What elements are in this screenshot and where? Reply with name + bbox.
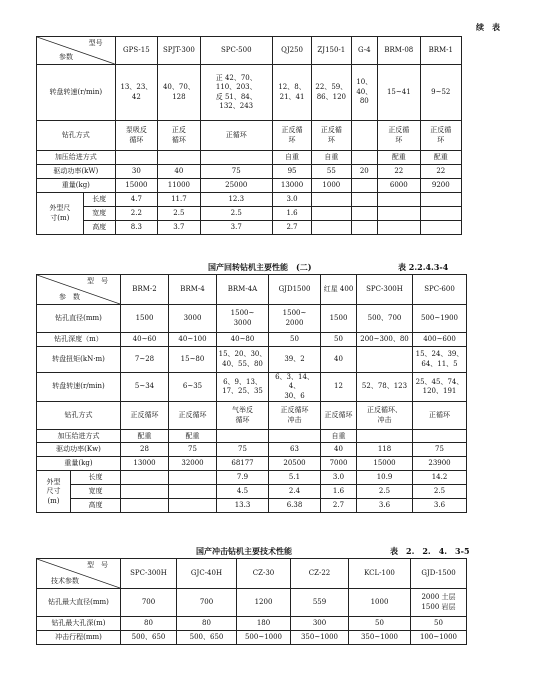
table-row <box>37 485 467 499</box>
cell: 52、78、123 <box>357 373 413 402</box>
table-row <box>37 559 467 589</box>
row-label: 外型尺 寸(m) <box>37 193 84 235</box>
cell: 68177 <box>217 457 269 471</box>
cell: 2.4 <box>269 485 321 499</box>
cell: 11000 <box>158 179 201 193</box>
cell: 2.5 <box>200 207 272 221</box>
cell: 55 <box>312 165 351 179</box>
cell: 正反循环 <box>121 402 169 430</box>
cell: 40~60 <box>121 333 169 347</box>
header-cell: 型 号 技术参数 <box>37 559 121 589</box>
table-row <box>37 275 467 305</box>
model-header: BRM-1 <box>420 37 461 65</box>
cell: 1500~ 2000 <box>269 305 321 333</box>
table-1 <box>36 36 462 235</box>
cell: 40 <box>321 443 357 457</box>
row-label: 外型 尺寸 (m) <box>37 471 71 513</box>
cell: 12 <box>321 373 357 402</box>
cell: 22、59、 86、120 <box>312 65 351 121</box>
cell: 1000 <box>349 589 411 617</box>
cell: 500、700 <box>357 305 413 333</box>
table-row <box>37 499 467 513</box>
model-header: KCL-100 <box>349 559 411 589</box>
row-label: 宽度 <box>71 485 121 499</box>
row-label: 加压给进方式 <box>37 430 121 443</box>
cell: 500~1000 <box>237 631 291 645</box>
table-row <box>37 179 462 193</box>
cell: 正反循环 冲击 <box>269 402 321 430</box>
cell: 40~100 <box>169 333 217 347</box>
model-header: 红星 400 <box>321 275 357 305</box>
table-3 <box>36 558 467 645</box>
table-row <box>37 617 467 631</box>
cell <box>351 207 378 221</box>
cell: 39、2 <box>269 347 321 373</box>
cell: 自重 <box>312 151 351 165</box>
cell: 40 <box>321 347 357 373</box>
cell <box>420 193 461 207</box>
cell <box>115 151 158 165</box>
cell: 9~52 <box>420 65 461 121</box>
cell <box>420 221 461 235</box>
model-header: QJ250 <box>272 37 311 65</box>
cell: 180 <box>237 617 291 631</box>
table-row <box>37 402 467 430</box>
cell: 22 <box>378 165 421 179</box>
cell: 正反循环 <box>321 402 357 430</box>
cell <box>158 151 201 165</box>
cell <box>378 221 421 235</box>
cell: 100~1000 <box>411 631 467 645</box>
model-header: ZJ150-1 <box>312 37 351 65</box>
cell: 20500 <box>269 457 321 471</box>
model-header: BRM-4 <box>169 275 217 305</box>
cell: 13.3 <box>217 499 269 513</box>
cell: 6、3、14、4、 30、6 <box>269 373 321 402</box>
cell: 6~35 <box>169 373 217 402</box>
cell: 2.5 <box>357 485 413 499</box>
table-row <box>37 193 462 207</box>
cell: 80 <box>177 617 237 631</box>
cell: 15~41 <box>378 65 421 121</box>
row-label: 驱动功率(Kw) <box>37 443 121 457</box>
cell <box>121 485 169 499</box>
cell: 2.5 <box>413 485 467 499</box>
cell <box>351 193 378 207</box>
cell: 500、650 <box>177 631 237 645</box>
table-row <box>37 165 462 179</box>
cell: 自重 <box>272 151 311 165</box>
cell: 95 <box>272 165 311 179</box>
row-label: 转盘扭矩(kN·m) <box>37 347 121 373</box>
cell: 12.3 <box>200 193 272 207</box>
cell: 15、20、30、 40、55、80 <box>217 347 269 373</box>
cell: 300 <box>291 617 349 631</box>
row-label: 高度 <box>71 499 121 513</box>
cell: 配重 <box>121 430 169 443</box>
cell <box>269 430 321 443</box>
cell <box>312 221 351 235</box>
cell: 22 <box>420 165 461 179</box>
cell <box>351 221 378 235</box>
cell: 4.5 <box>217 485 269 499</box>
cell: 50 <box>411 617 467 631</box>
cell: 13000 <box>272 179 311 193</box>
table-row <box>37 457 467 471</box>
cell: 正循环 <box>200 121 272 151</box>
cell: 500~1900 <box>413 305 467 333</box>
cell: 10、 40、80 <box>351 65 378 121</box>
table-2 <box>36 274 467 513</box>
cell: 23900 <box>413 457 467 471</box>
cell: 25、45、74、 120、191 <box>413 373 467 402</box>
cell: 正反循 环 <box>312 121 351 151</box>
row-label: 钻孔直径(mm) <box>37 305 121 333</box>
cell: 正循环 <box>413 402 467 430</box>
cell: 3.0 <box>321 471 357 485</box>
cell <box>378 207 421 221</box>
cell: 1000 <box>312 179 351 193</box>
cell: 正 42、70、 110、203、 反 51、84、 132、243 <box>200 65 272 121</box>
cell: 200~300、80 <box>357 333 413 347</box>
cell: 118 <box>357 443 413 457</box>
cell: 4.7 <box>115 193 158 207</box>
model-header: BRM-2 <box>121 275 169 305</box>
row-label: 钻孔方式 <box>37 121 116 151</box>
cell: 10.9 <box>357 471 413 485</box>
row-label: 钻孔最大孔深(m) <box>37 617 121 631</box>
cell: 40~80 <box>217 333 269 347</box>
table-row <box>37 631 467 645</box>
row-label: 重量(kg) <box>37 457 121 471</box>
cell: 75 <box>169 443 217 457</box>
cell: 700 <box>121 589 177 617</box>
cell: 75 <box>200 165 272 179</box>
cell: 正反 循环 <box>158 121 201 151</box>
cell: 25000 <box>200 179 272 193</box>
row-label: 重量(kg) <box>37 179 116 193</box>
model-header: GPS-15 <box>115 37 158 65</box>
model-header: SPJT-300 <box>158 37 201 65</box>
cell: 2000 土层 1500 岩层 <box>411 589 467 617</box>
table-row <box>37 121 462 151</box>
cell: 1500 <box>321 305 357 333</box>
row-label: 钻孔方式 <box>37 402 121 430</box>
cell: 7.9 <box>217 471 269 485</box>
cell: 11.7 <box>158 193 201 207</box>
cell: 7000 <box>321 457 357 471</box>
cell <box>351 121 378 151</box>
model-header: GJC-40H <box>177 559 237 589</box>
cell: 50 <box>349 617 411 631</box>
model-header: SPC-500 <box>200 37 272 65</box>
cell: 63 <box>269 443 321 457</box>
cell: 32000 <box>169 457 217 471</box>
cell: 气举反 循环 <box>217 402 269 430</box>
cell: 20 <box>351 165 378 179</box>
cell: 350~1000 <box>349 631 411 645</box>
cell: 50 <box>269 333 321 347</box>
model-header: GJD1500 <box>269 275 321 305</box>
cell: 500、650 <box>121 631 177 645</box>
cell: 15000 <box>115 179 158 193</box>
table-3-number: 表 2. 2. 4. 3-5 <box>390 546 470 556</box>
cell: 1500~ 3000 <box>217 305 269 333</box>
cell: 配重 <box>378 151 421 165</box>
row-label: 钻孔深度（m） <box>37 333 121 347</box>
continued-label: 续 表 <box>476 22 500 32</box>
model-header: GJD-1500 <box>411 559 467 589</box>
cell: 40 <box>158 165 201 179</box>
cell <box>378 193 421 207</box>
cell <box>217 430 269 443</box>
cell: 400~600 <box>413 333 467 347</box>
model-header: BRM-08 <box>378 37 421 65</box>
cell <box>121 471 169 485</box>
cell: 1.6 <box>272 207 311 221</box>
table-2-number: 表 2.2.4.3-4 <box>398 262 449 272</box>
cell: 75 <box>217 443 269 457</box>
cell <box>312 193 351 207</box>
cell <box>169 471 217 485</box>
cell: 正反循 环 <box>378 121 421 151</box>
header-cell: 型号 参数 <box>37 37 116 65</box>
cell: 正反循环 <box>169 402 217 430</box>
row-label: 长度 <box>71 471 121 485</box>
table-row <box>37 443 467 457</box>
cell: 3.0 <box>272 193 311 207</box>
table-row <box>37 305 467 333</box>
model-header: CZ-30 <box>237 559 291 589</box>
cell: 15000 <box>357 457 413 471</box>
table-row <box>37 430 467 443</box>
cell <box>357 430 413 443</box>
cell: 配重 <box>169 430 217 443</box>
model-header: BRM-4A <box>217 275 269 305</box>
cell: 40、70、 128 <box>158 65 201 121</box>
cell: 13、23、 42 <box>115 65 158 121</box>
cell: 5.1 <box>269 471 321 485</box>
cell: 正反循环、 冲击 <box>357 402 413 430</box>
model-header: SPC-300H <box>121 559 177 589</box>
header-cell: 型 号 参 数 <box>37 275 121 305</box>
cell: 3000 <box>169 305 217 333</box>
table-row <box>37 221 462 235</box>
cell: 1200 <box>237 589 291 617</box>
table-row <box>37 347 467 373</box>
cell: 2.2 <box>115 207 158 221</box>
table-row <box>37 151 462 165</box>
cell: 3.6 <box>413 499 467 513</box>
cell: 15、24、39、 64、11、5 <box>413 347 467 373</box>
cell: 3.7 <box>158 221 201 235</box>
cell: 正反循 环 <box>272 121 311 151</box>
cell: 3.6 <box>357 499 413 513</box>
row-label: 驱动功率(kW) <box>37 165 116 179</box>
cell: 6000 <box>378 179 421 193</box>
cell: 15~80 <box>169 347 217 373</box>
cell: 7~28 <box>121 347 169 373</box>
cell: 泵吸反 循环 <box>115 121 158 151</box>
cell <box>357 347 413 373</box>
table-3-title: 国产冲击钻机主要技术性能 <box>196 546 292 556</box>
cell: 700 <box>177 589 237 617</box>
row-label: 转盘转速(r/min) <box>37 65 116 121</box>
row-label: 加压给进方式 <box>37 151 116 165</box>
cell: 2.7 <box>321 499 357 513</box>
cell: 9200 <box>420 179 461 193</box>
model-header: SPC-300H <box>357 275 413 305</box>
cell: 14.2 <box>413 471 467 485</box>
cell: 1500 <box>121 305 169 333</box>
cell <box>420 207 461 221</box>
cell: 8.3 <box>115 221 158 235</box>
cell: 75 <box>413 443 467 457</box>
cell <box>413 430 467 443</box>
table-row <box>37 589 467 617</box>
cell: 50 <box>321 333 357 347</box>
table-row <box>37 37 462 65</box>
table-row <box>37 373 467 402</box>
cell: 28 <box>121 443 169 457</box>
model-header: SPC-600 <box>413 275 467 305</box>
cell: 350~1000 <box>291 631 349 645</box>
table-row <box>37 333 467 347</box>
cell <box>169 485 217 499</box>
cell: 配重 <box>420 151 461 165</box>
cell: 12、8、 21、41 <box>272 65 311 121</box>
row-label: 转盘转速(r/min) <box>37 373 121 402</box>
cell: 559 <box>291 589 349 617</box>
cell: 6、9、13、 17、25、35 <box>217 373 269 402</box>
cell <box>312 207 351 221</box>
model-header: G-4 <box>351 37 378 65</box>
cell <box>121 499 169 513</box>
row-label: 冲击行程(mm) <box>37 631 121 645</box>
table-row <box>37 65 462 121</box>
cell: 13000 <box>121 457 169 471</box>
cell: 5~34 <box>121 373 169 402</box>
cell: 2.7 <box>272 221 311 235</box>
cell <box>351 151 378 165</box>
table-row <box>37 207 462 221</box>
row-label: 宽度 <box>83 207 115 221</box>
cell: 30 <box>115 165 158 179</box>
row-label: 长度 <box>83 193 115 207</box>
cell: 自重 <box>321 430 357 443</box>
cell: 80 <box>121 617 177 631</box>
cell: 1.6 <box>321 485 357 499</box>
table-2-title: 国产回转钻机主要性能 (二) <box>208 262 312 272</box>
cell: 2.5 <box>158 207 201 221</box>
cell <box>351 179 378 193</box>
row-label: 钻孔最大直径(mm) <box>37 589 121 617</box>
model-header: CZ-22 <box>291 559 349 589</box>
cell: 正反循 环 <box>420 121 461 151</box>
table-row <box>37 471 467 485</box>
row-label: 高度 <box>83 221 115 235</box>
cell: 6.38 <box>269 499 321 513</box>
cell <box>200 151 272 165</box>
cell <box>169 499 217 513</box>
cell: 3.7 <box>200 221 272 235</box>
